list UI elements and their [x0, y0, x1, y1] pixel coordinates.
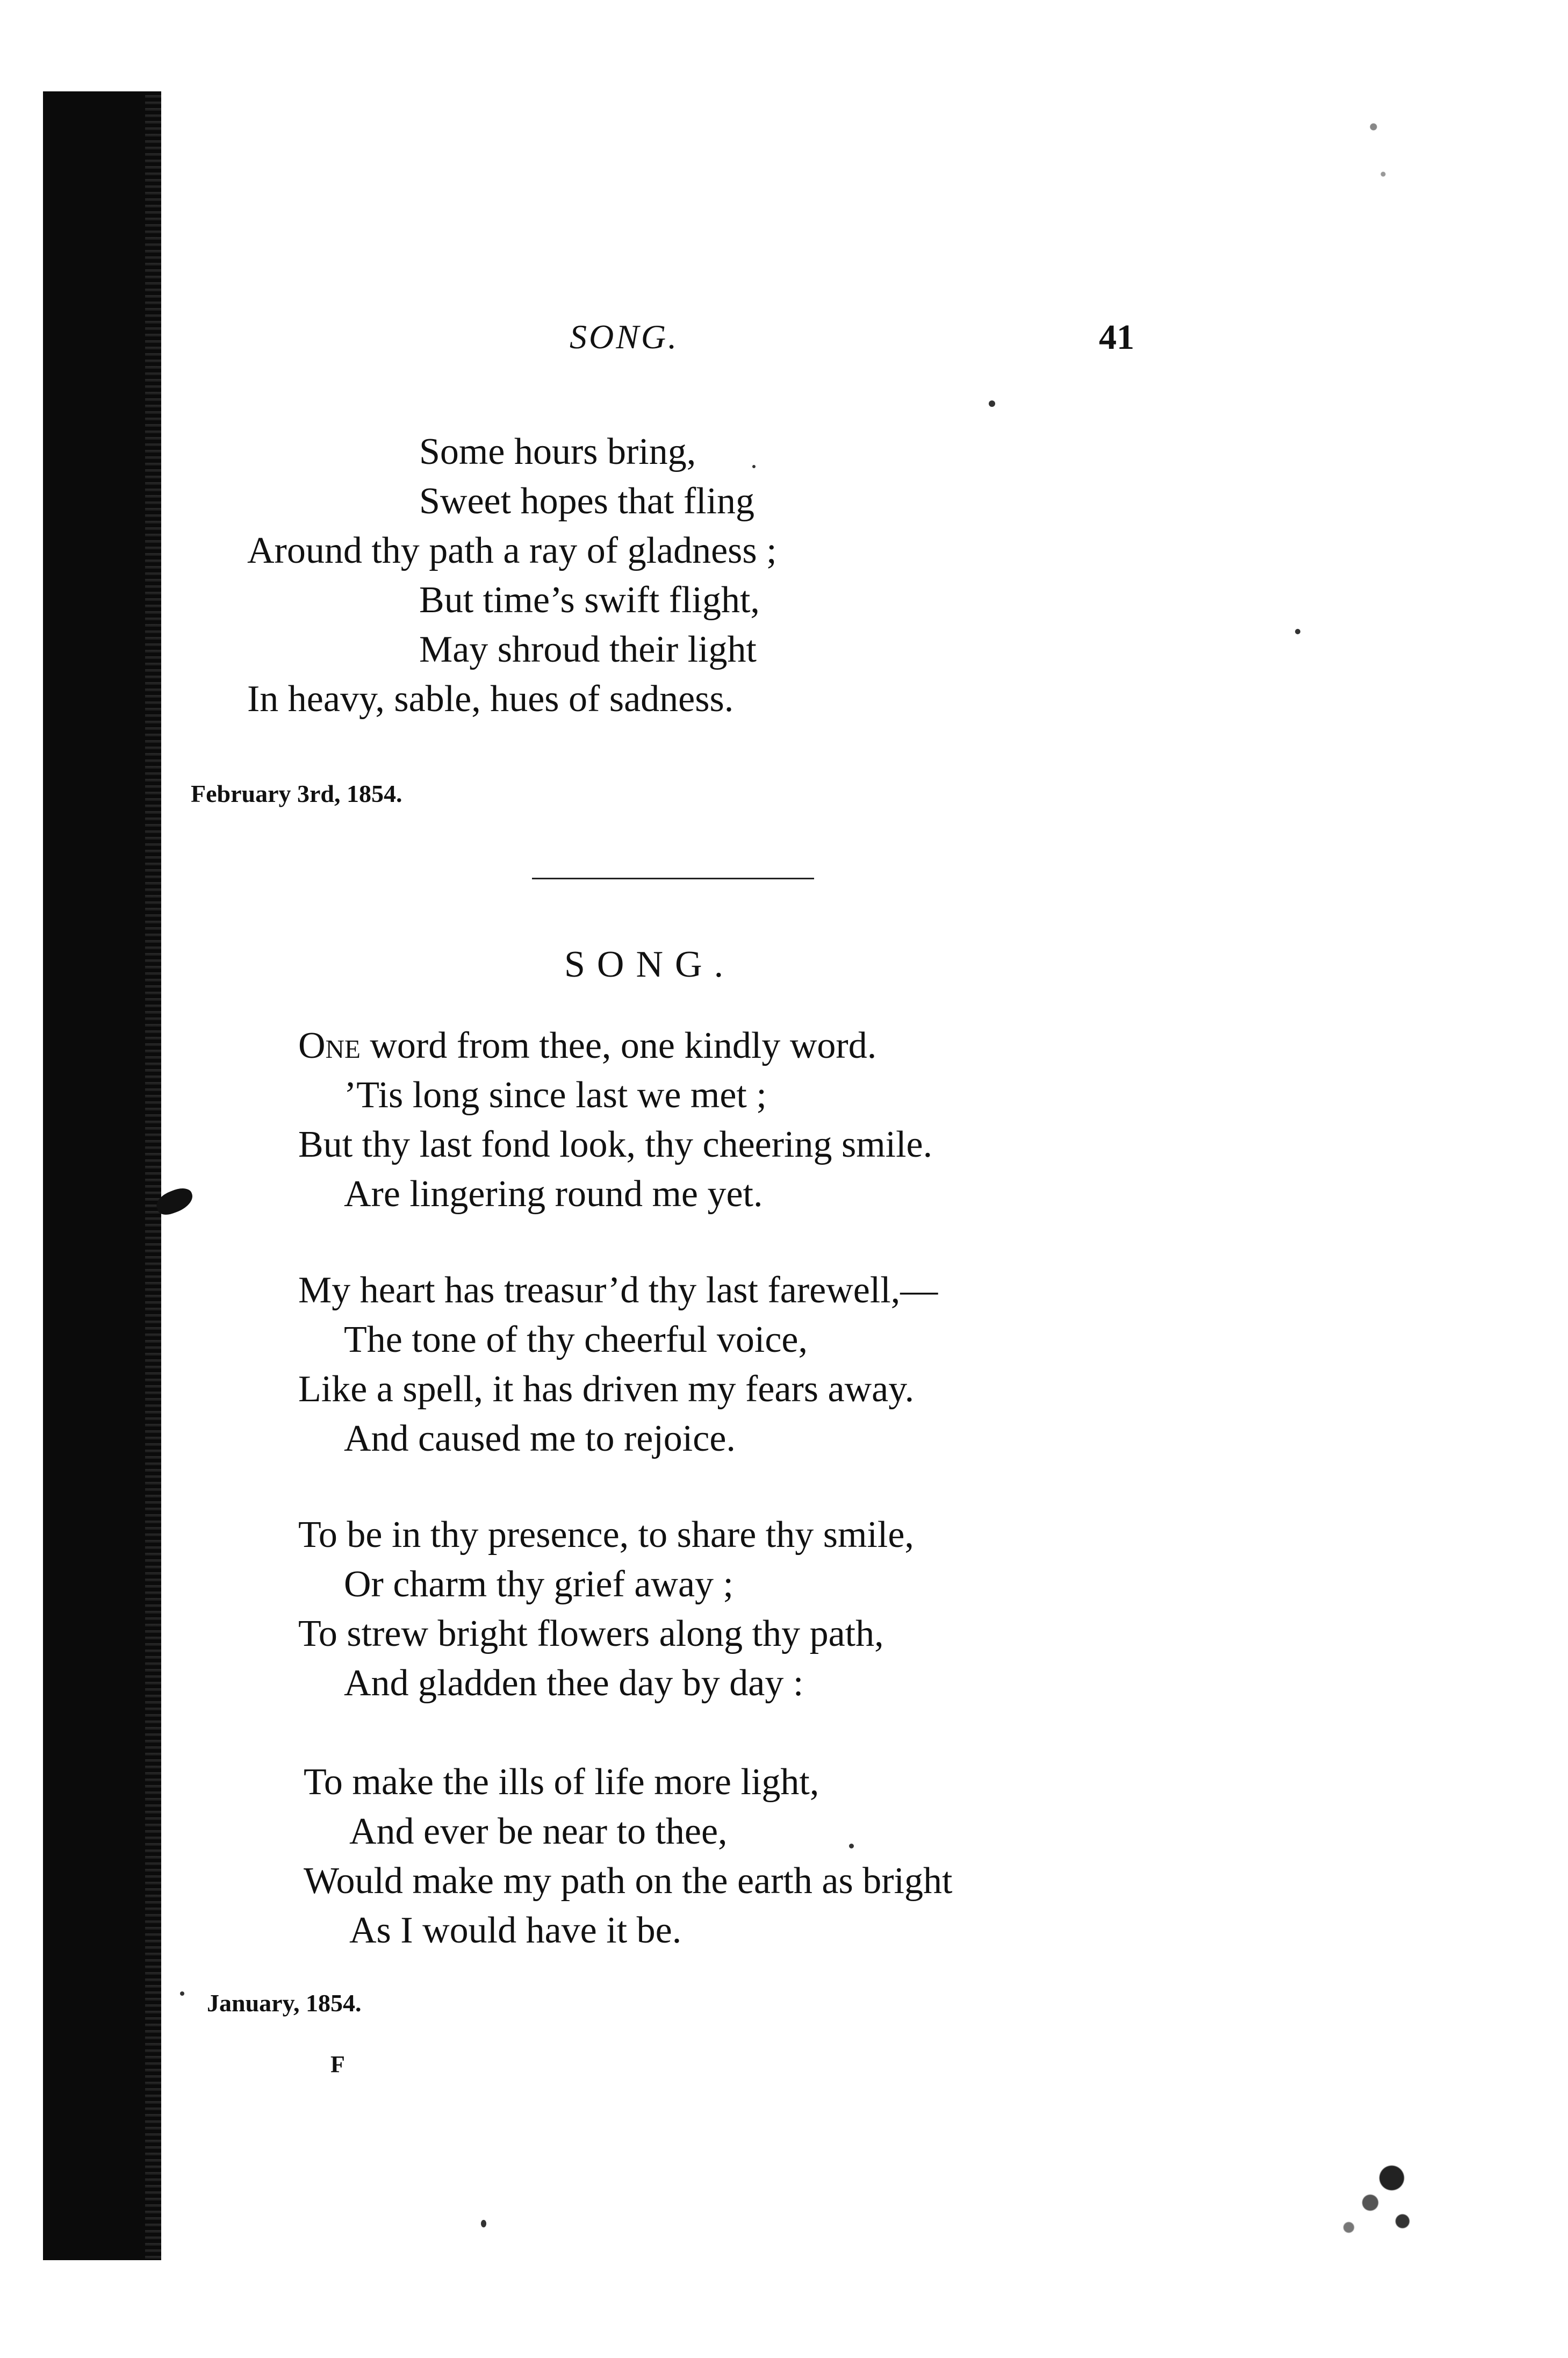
poem2-stanza-2	[298, 1266, 1158, 1464]
poem2-line: And ever be near to thee,	[349, 1811, 728, 1852]
poem1-line: Sweet hopes that fling	[419, 481, 755, 522]
poem2-line: Like a spell, it has driven my fears away.	[298, 1368, 915, 1410]
scan-speck	[1295, 629, 1300, 634]
poem1-line: May shroud their light	[419, 629, 757, 670]
poem2-line: My heart has treasur’d thy last farewell,—	[298, 1270, 938, 1311]
poem2-line: Are lingering round me yet.	[344, 1173, 763, 1215]
binding-shadow	[43, 91, 153, 2260]
poem1-line: But time’s swift flight,	[419, 579, 760, 621]
poem2-stanza-1	[298, 1021, 1158, 1219]
poem1-line: Around thy path a ray of gladness ;	[247, 530, 777, 571]
scan-speck	[849, 1844, 854, 1848]
scan-speck	[989, 400, 995, 407]
drop-word: One	[298, 1025, 361, 1066]
poem2-line: The tone of thy cheerful voice,	[344, 1319, 808, 1360]
page-number: 41	[1099, 318, 1134, 357]
poem1-date: February 3rd, 1854.	[191, 780, 402, 807]
poem2-date: January, 1854.	[207, 1989, 362, 2017]
poem2-line: Would make my path on the earth as bright	[304, 1860, 953, 1902]
scan-speck	[752, 465, 756, 468]
poem2-line: To make the ills of life more light,	[304, 1761, 819, 1803]
poem2-line: But thy last fond look, thy cheering smile.	[298, 1124, 933, 1165]
poem2-line: And gladden thee day by day :	[344, 1662, 804, 1704]
poem2-line: And caused me to rejoice.	[344, 1418, 736, 1459]
poem2-stanza-3	[298, 1510, 1158, 1708]
poem2-line: As I would have it be.	[349, 1910, 682, 1951]
signature-mark: F	[330, 2051, 345, 2077]
poem2-title: SONG.	[564, 944, 736, 985]
poem1-line: In heavy, sable, hues of sadness.	[247, 678, 734, 720]
poem1-line: Some hours bring,	[419, 431, 696, 472]
poem2-line: Or charm thy grief away ;	[344, 1564, 733, 1605]
scan-speck	[481, 2220, 486, 2227]
scan-speckle	[1354, 91, 1402, 210]
poem2-line: ’Tis long since last we met ;	[344, 1074, 767, 1116]
poem2-line: To strew bright flowers along thy path,	[298, 1613, 884, 1654]
scan-speck	[180, 1991, 184, 1996]
running-title: SONG.	[570, 318, 679, 356]
section-divider	[532, 878, 814, 879]
poem2-line: To be in thy presence, to share thy smile,	[298, 1514, 914, 1556]
poem1-verse	[247, 427, 946, 724]
scan-speckle	[1317, 2128, 1424, 2252]
poem2-stanza-4	[304, 1758, 1163, 1955]
poem2-line: One word from thee, one kindly word.	[298, 1025, 877, 1066]
binding-edge	[145, 91, 161, 2260]
